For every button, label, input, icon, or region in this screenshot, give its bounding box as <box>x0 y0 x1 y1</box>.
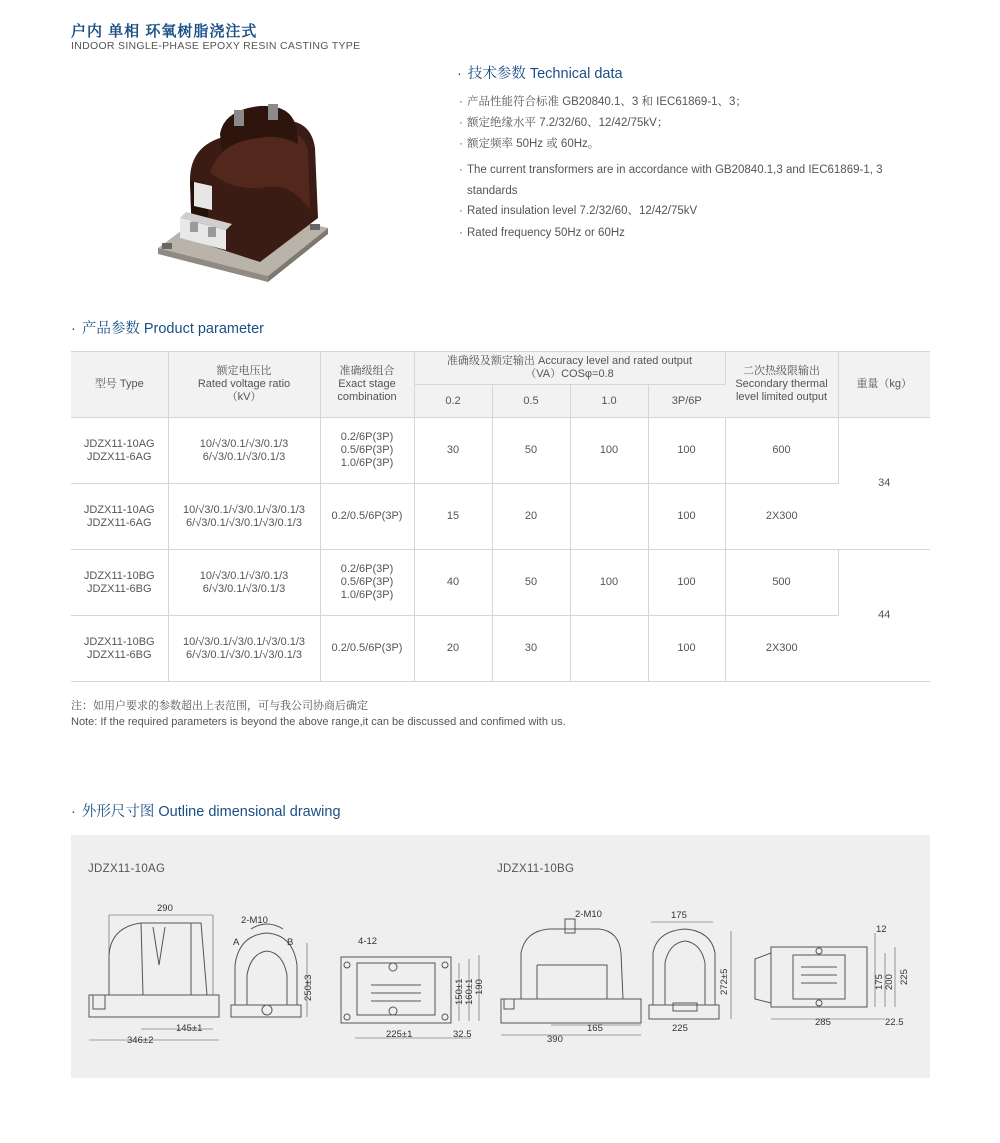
cell-combination: 0.2/0.5/6P(3P) <box>320 616 414 682</box>
cell-secondary: 600 <box>725 418 838 484</box>
dim-225v: 225 <box>899 969 910 985</box>
cell-type: JDZX11-10BG JDZX11-6BG <box>71 616 168 682</box>
cell-combination: 0.2/0.5/6P(3P) <box>320 484 414 550</box>
cell-ratio: 10/√3/0.1/√3/0.1/3 6/√3/0.1/√3/0.1/3 <box>168 550 320 616</box>
col-header-accuracy: 准确级及额定输出 Accuracy level and rated output （VA）COSφ=0.8 <box>414 352 725 385</box>
dim-2m10-right: 2-M10 <box>575 909 602 920</box>
dim-290: 290 <box>157 903 173 914</box>
note-cn: 注：如用户要求的参数超出上表范围，可与我公司协商后确定 <box>71 700 368 712</box>
table-row <box>71 616 930 682</box>
list-item: · 额定绝缘水平 7.2/32/60、12/42/75kV； <box>459 117 669 129</box>
list-item: · 额定频率 50Hz 或 60Hz。 <box>459 138 600 150</box>
dim-390: 390 <box>547 1034 563 1045</box>
page-title-cn: 户内 单相 环氧树脂浇注式 <box>71 23 258 40</box>
cell-type: JDZX11-10BG JDZX11-6BG <box>71 550 168 616</box>
dim-145: 145±1 <box>176 1023 203 1034</box>
outline-section-title: · 外形尺寸图 Outline dimensional drawing <box>71 804 341 820</box>
dim-175: 175 <box>671 910 687 921</box>
dim-12: 12 <box>876 924 887 935</box>
col-header-acc-3p6p: 3P/6P <box>648 385 725 418</box>
cell-acc-10 <box>570 484 648 550</box>
col-header-weight: 重量（kg） <box>838 352 930 418</box>
dim-250: 250±3 <box>303 974 314 1001</box>
col-header-acc-10: 1.0 <box>570 385 648 418</box>
dim-2m10-left: 2-M10 <box>241 915 268 926</box>
col-header-type: 型号 Type <box>71 352 168 418</box>
section-bullet: · <box>71 804 76 820</box>
outline-drawing <box>71 835 930 1078</box>
dim-22-5: 22.5 <box>885 1017 904 1028</box>
dim-285: 285 <box>815 1017 831 1028</box>
cell-acc-10 <box>570 616 648 682</box>
cell-acc-05: 30 <box>492 616 570 682</box>
col-header-acc-02: 0.2 <box>414 385 492 418</box>
cell-weight: 34 <box>838 418 930 550</box>
cell-type: JDZX11-10AG JDZX11-6AG <box>71 484 168 550</box>
drawing-label-right: JDZX11-10BG <box>497 863 575 875</box>
dim-4-12: 4-12 <box>358 936 378 947</box>
dim-165: 165 <box>587 1023 603 1034</box>
product-parameter-table <box>71 351 930 682</box>
dim-225-right: 225 <box>672 1023 688 1034</box>
dim-32-5: 32.5 <box>453 1029 472 1040</box>
col-header-combination: 准确级组合 Exact stage combination <box>320 352 414 418</box>
cell-combination: 0.2/6P(3P) 0.5/6P(3P) 1.0/6P(3P) <box>320 550 414 616</box>
technical-list <box>457 94 927 246</box>
technical-section-title: · 技术参数 Technical data <box>457 66 623 82</box>
dim-160: 160±1 <box>464 978 475 1005</box>
dim-272: 272±5 <box>719 968 730 995</box>
transformer-photo <box>150 100 340 290</box>
list-item: · The current transformers are in accordance with GB20840.1,3 and IEC61869-1, 3 standards <box>459 164 883 197</box>
cell-combination: 0.2/6P(3P) 0.5/6P(3P) 1.0/6P(3P) <box>320 418 414 484</box>
cell-ratio: 10/√3/0.1/√3/0.1/3 6/√3/0.1/√3/0.1/3 <box>168 418 320 484</box>
cell-acc-02: 30 <box>414 418 492 484</box>
cell-secondary: 2X300 <box>725 484 838 550</box>
cell-acc-10: 100 <box>570 550 648 616</box>
cell-type: JDZX11-10AG JDZX11-6AG <box>71 418 168 484</box>
cell-weight: 44 <box>838 550 930 682</box>
list-item: · 产品性能符合标准 GB20840.1、3 和 IEC61869-1、3； <box>459 96 747 108</box>
cell-ratio: 10/√3/0.1/√3/0.1/√3/0.1/3 6/√3/0.1/√3/0.1/√3/0.1/3 <box>168 616 320 682</box>
dim-200: 200 <box>884 974 895 990</box>
drawing-label-left: JDZX11-10AG <box>88 863 166 875</box>
product-section-title: · 产品参数 Product parameter <box>71 321 264 337</box>
table-row <box>71 484 930 550</box>
table-row <box>71 550 930 616</box>
cell-acc-3p6p: 100 <box>648 418 725 484</box>
col-header-secondary: 二次热级限输出 Secondary thermal level limited output <box>725 352 838 418</box>
cell-acc-05: 20 <box>492 484 570 550</box>
outline-drawing-panel <box>71 835 930 1078</box>
dim-190: 190 <box>474 979 485 995</box>
cell-acc-05: 50 <box>492 550 570 616</box>
cell-acc-10: 100 <box>570 418 648 484</box>
cell-secondary: 500 <box>725 550 838 616</box>
page-title-en: INDOOR SINGLE-PHASE EPOXY RESIN CASTING TYPE <box>71 40 361 52</box>
cell-acc-02: 40 <box>414 550 492 616</box>
note-en: Note: If the required parameters is beyond the above range,it can be discussed and confimed with us. <box>71 716 566 728</box>
dim-150: 150±1 <box>454 978 465 1005</box>
dim-label-a: A <box>233 937 240 948</box>
dim-label-b: B <box>287 937 294 948</box>
dim-346: 346±2 <box>127 1035 154 1046</box>
cell-acc-3p6p: 100 <box>648 616 725 682</box>
dim-175v: 175 <box>874 974 885 990</box>
section-bullet: · <box>457 66 462 82</box>
section-bullet: · <box>71 321 76 337</box>
col-header-acc-05: 0.5 <box>492 385 570 418</box>
list-item: · Rated frequency 50Hz or 60Hz <box>459 227 625 239</box>
cell-secondary: 2X300 <box>725 616 838 682</box>
cell-ratio: 10/√3/0.1/√3/0.1/√3/0.1/3 6/√3/0.1/√3/0.1/√3/0.1/3 <box>168 484 320 550</box>
table-row <box>71 418 930 484</box>
dim-225-left: 225±1 <box>386 1029 413 1040</box>
cell-acc-3p6p: 100 <box>648 550 725 616</box>
cell-acc-02: 20 <box>414 616 492 682</box>
cell-acc-3p6p: 100 <box>648 484 725 550</box>
list-item: · Rated insulation level 7.2/32/60、12/42/75kV <box>459 205 698 217</box>
cell-acc-05: 50 <box>492 418 570 484</box>
col-header-ratio: 额定电压比 Rated voltage ratio （kV） <box>168 352 320 418</box>
cell-acc-02: 15 <box>414 484 492 550</box>
